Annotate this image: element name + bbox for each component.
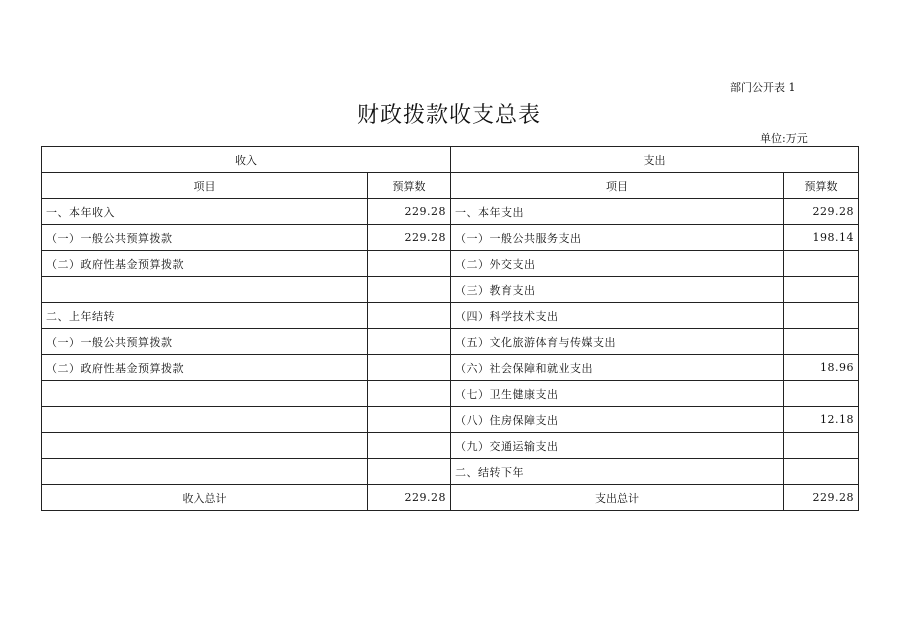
income-amount-cell: [368, 251, 451, 277]
income-item-cell: （一）一般公共预算拨款: [42, 329, 368, 355]
table-row: [42, 407, 859, 433]
expense-amount-cell: [784, 329, 859, 355]
income-amount-cell: 229.28: [368, 199, 451, 225]
income-amount-cell: [368, 433, 451, 459]
income-amount-cell: [368, 277, 451, 303]
income-amount-cell: [368, 381, 451, 407]
income-section-header: 收入: [42, 147, 451, 173]
table-row: [42, 199, 859, 225]
page-tag: 部门公开表 1: [730, 81, 796, 94]
expense-item-cell: （九）交通运输支出: [451, 433, 784, 459]
expense-amount-cell: [784, 277, 859, 303]
expense-amount-cell: [784, 251, 859, 277]
income-amount-cell: [368, 459, 451, 485]
income-amount-cell: [368, 355, 451, 381]
unit-label: 单位:万元: [760, 132, 808, 145]
expense-amount-cell: [784, 459, 859, 485]
expense-item-cell: 二、结转下年: [451, 459, 784, 485]
expense-amount-cell: 198.14: [784, 225, 859, 251]
income-item-cell: [42, 407, 368, 433]
income-total-amount: 229.28: [368, 485, 451, 511]
expense-item-cell: （八）住房保障支出: [451, 407, 784, 433]
expense-amount-cell: [784, 381, 859, 407]
table-row: [42, 329, 859, 355]
expense-item-header: 项目: [451, 173, 784, 199]
income-amount-cell: [368, 303, 451, 329]
income-item-header: 项目: [42, 173, 368, 199]
income-item-cell: [42, 277, 368, 303]
income-item-cell: （一）一般公共预算拨款: [42, 225, 368, 251]
page-title: 财政拨款收支总表: [356, 103, 541, 128]
column-header-row: [42, 173, 859, 199]
expense-item-cell: （四）科学技术支出: [451, 303, 784, 329]
income-item-cell: （二）政府性基金预算拨款: [42, 251, 368, 277]
expense-item-cell: （七）卫生健康支出: [451, 381, 784, 407]
expense-amount-cell: 18.96: [784, 355, 859, 381]
income-amount-cell: 229.28: [368, 225, 451, 251]
income-amount-header: 预算数: [368, 173, 451, 199]
income-item-cell: [42, 381, 368, 407]
table-row: [42, 303, 859, 329]
table-row: [42, 433, 859, 459]
income-amount-cell: [368, 329, 451, 355]
section-header-row: [42, 147, 859, 173]
expense-item-cell: 一、本年支出: [451, 199, 784, 225]
expense-section-header: 支出: [451, 147, 859, 173]
expense-amount-cell: 12.18: [784, 407, 859, 433]
expense-total-label: 支出总计: [451, 485, 784, 511]
income-total-label: 收入总计: [42, 485, 368, 511]
expense-item-cell: （五）文化旅游体育与传媒支出: [451, 329, 784, 355]
income-item-cell: [42, 433, 368, 459]
table-row: [42, 251, 859, 277]
table-row: [42, 225, 859, 251]
expense-amount-cell: [784, 303, 859, 329]
table-row: [42, 459, 859, 485]
expense-amount-header: 预算数: [784, 173, 859, 199]
budget-table: [41, 146, 859, 511]
expense-total-amount: 229.28: [784, 485, 859, 511]
income-item-cell: 二、上年结转: [42, 303, 368, 329]
expense-item-cell: （六）社会保障和就业支出: [451, 355, 784, 381]
expense-amount-cell: [784, 433, 859, 459]
income-item-cell: [42, 459, 368, 485]
table-row: [42, 277, 859, 303]
expense-item-cell: （三）教育支出: [451, 277, 784, 303]
expense-item-cell: （二）外交支出: [451, 251, 784, 277]
table-row: [42, 355, 859, 381]
income-item-cell: （二）政府性基金预算拨款: [42, 355, 368, 381]
income-amount-cell: [368, 407, 451, 433]
expense-item-cell: （一）一般公共服务支出: [451, 225, 784, 251]
expense-amount-cell: 229.28: [784, 199, 859, 225]
income-item-cell: 一、本年收入: [42, 199, 368, 225]
table-row: [42, 381, 859, 407]
total-row: [42, 485, 859, 511]
